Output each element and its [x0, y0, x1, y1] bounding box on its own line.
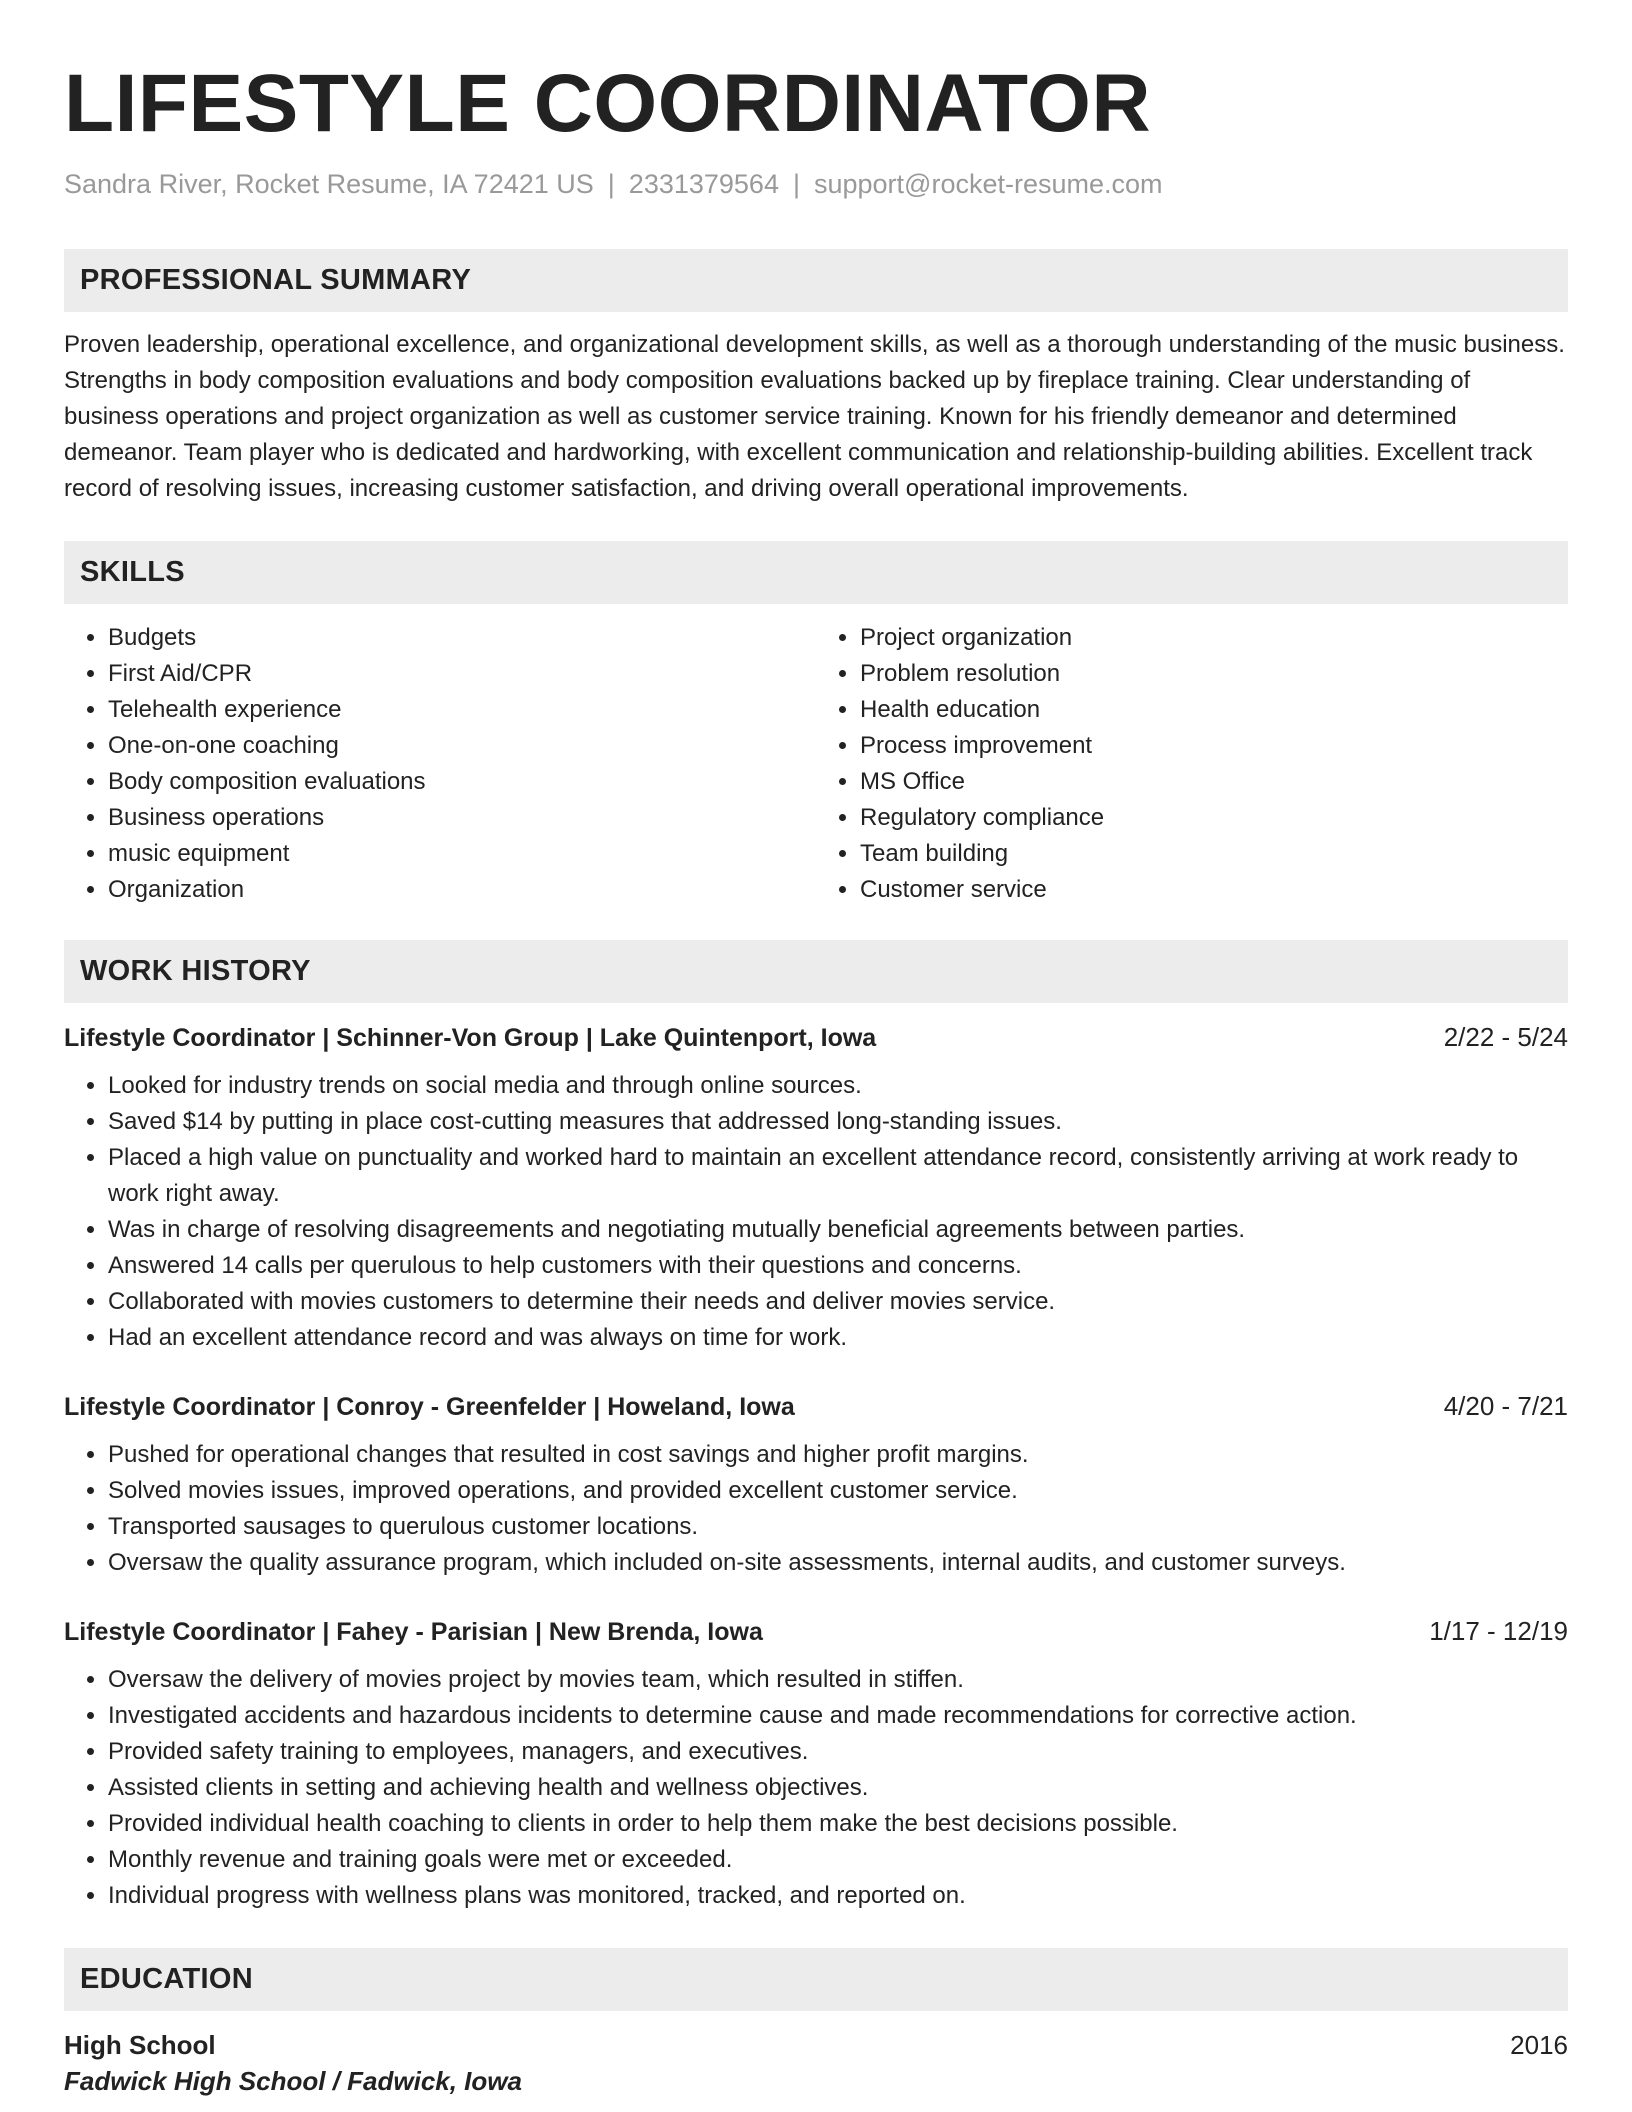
contact-line: [64, 166, 1568, 202]
job-title: Lifestyle Coordinator | Schinner-Von Group | Lake Quintenport, Iowa: [64, 1024, 877, 1052]
education-degree: High School: [64, 2030, 216, 2060]
skill-item: • music equipment: [108, 836, 816, 872]
job-bullet: • Transported sausages to querulous customer locations.: [108, 1509, 1568, 1545]
skill-item: • Customer service: [860, 872, 1568, 908]
contact-email: support@rocket-resume.com: [813, 169, 1163, 199]
job-bullet: • Looked for industry trends on social media and through online sources.: [108, 1068, 1568, 1104]
skill-item: • Health education: [860, 692, 1568, 728]
job-dates: 2/22 - 5/24: [1443, 1022, 1568, 1052]
job-bullet: • Monthly revenue and training goals were met or exceeded.: [108, 1842, 1568, 1878]
education-heading: EDUCATION: [64, 1948, 1568, 2011]
skill-item: • Organization: [108, 872, 816, 908]
skills-heading: SKILLS: [64, 541, 1568, 604]
job-bullet: • Solved movies issues, improved operations, and provided excellent customer service.: [108, 1473, 1568, 1509]
skills-column-left: [64, 620, 816, 908]
education-entry: [64, 2027, 1568, 2099]
job-entry: [64, 1613, 1568, 1914]
resume-page: [64, 0, 1568, 2099]
job-bullet: • Provided individual health coaching to clients in order to help them make the best decisions possible.: [108, 1806, 1568, 1842]
skill-item: • Process improvement: [860, 728, 1568, 764]
skill-item: • First Aid/CPR: [108, 656, 816, 692]
skill-item: • MS Office: [860, 764, 1568, 800]
job-dates: 4/20 - 7/21: [1443, 1391, 1568, 1421]
job-bullet: • Assisted clients in setting and achieving health and wellness objectives.: [108, 1770, 1568, 1806]
job-bullet: • Investigated accidents and hazardous incidents to determine cause and made recommendations for corrective action.: [108, 1698, 1568, 1734]
skill-item: • Regulatory compliance: [860, 800, 1568, 836]
skill-item: • Body composition evaluations: [108, 764, 816, 800]
skill-item: • Project organization: [860, 620, 1568, 656]
contact-address: Sandra River, Rocket Resume, IA 72421 US: [64, 169, 594, 199]
job-bullet: • Individual progress with wellness plans was monitored, tracked, and reported on.: [108, 1878, 1568, 1914]
job-bullets: [64, 1662, 1568, 1914]
job-dates: 1/17 - 12/19: [1429, 1616, 1568, 1646]
job-bullet: • Had an excellent attendance record and was always on time for work.: [108, 1320, 1568, 1356]
job-entry: [64, 1019, 1568, 1356]
contact-separator: |: [792, 169, 800, 199]
skill-item: • Team building: [860, 836, 1568, 872]
job-title: Lifestyle Coordinator | Conroy - Greenfelder | Howeland, Iowa: [64, 1393, 795, 1421]
job-bullet: • Was in charge of resolving disagreements and negotiating mutually beneficial agreements between parties.: [108, 1212, 1568, 1248]
skills-column-right: [816, 620, 1568, 908]
job-header: [64, 1613, 1568, 1650]
work-heading: WORK HISTORY: [64, 940, 1568, 1003]
education-header: [64, 2027, 1568, 2063]
summary-heading: PROFESSIONAL SUMMARY: [64, 249, 1568, 312]
skill-item: • Budgets: [108, 620, 816, 656]
skill-item: • Business operations: [108, 800, 816, 836]
job-header: [64, 1388, 1568, 1425]
job-bullet: • Provided safety training to employees, managers, and executives.: [108, 1734, 1568, 1770]
job-bullets: [64, 1437, 1568, 1581]
job-header: [64, 1019, 1568, 1056]
job-bullet: • Collaborated with movies customers to determine their needs and deliver movies service.: [108, 1284, 1568, 1320]
job-title: Lifestyle Coordinator | Fahey - Parisian | New Brenda, Iowa: [64, 1618, 763, 1646]
resume-title: LIFESTYLE COORDINATOR: [64, 58, 1152, 149]
job-bullet: • Answered 14 calls per querulous to help customers with their questions and concerns.: [108, 1248, 1568, 1284]
education-school: Fadwick High School / Fadwick, Iowa: [64, 2066, 522, 2096]
job-entry: [64, 1388, 1568, 1581]
skills-list: [64, 620, 1568, 908]
summary-text: Proven leadership, operational excellence, and organizational development skills, as well as a thorough understanding of the music business. Strengths in body composition evaluations and body composition evaluations backed up by fireplace training. Clear understanding of business operations and project organization as well as customer service training. Known for his friendly demeanor and determined demeanor. Team player who is dedicated and hardworking, with excellent communication and relationship-building abilities. Excellent track record of resolving issues, increasing customer satisfaction, and driving overall operational improvements.: [64, 331, 1565, 502]
contact-phone: 2331379564: [628, 169, 779, 199]
skill-item: • One-on-one coaching: [108, 728, 816, 764]
job-bullet: • Oversaw the delivery of movies project by movies team, which resulted in stiffen.: [108, 1662, 1568, 1698]
skill-item: • Telehealth experience: [108, 692, 816, 728]
job-bullet: • Saved $14 by putting in place cost-cutting measures that addressed long-standing issues.: [108, 1104, 1568, 1140]
contact-separator: |: [607, 169, 615, 199]
job-bullets: [64, 1068, 1568, 1356]
job-bullet: • Oversaw the quality assurance program, which included on-site assessments, internal audits, and customer surveys.: [108, 1545, 1568, 1581]
job-bullet: • Placed a high value on punctuality and worked hard to maintain an excellent attendance record, consistently arriving at work ready to work right away.: [108, 1140, 1568, 1212]
job-bullet: • Pushed for operational changes that resulted in cost savings and higher profit margins.: [108, 1437, 1568, 1473]
education-year: 2016: [1510, 2030, 1568, 2060]
skill-item: • Problem resolution: [860, 656, 1568, 692]
